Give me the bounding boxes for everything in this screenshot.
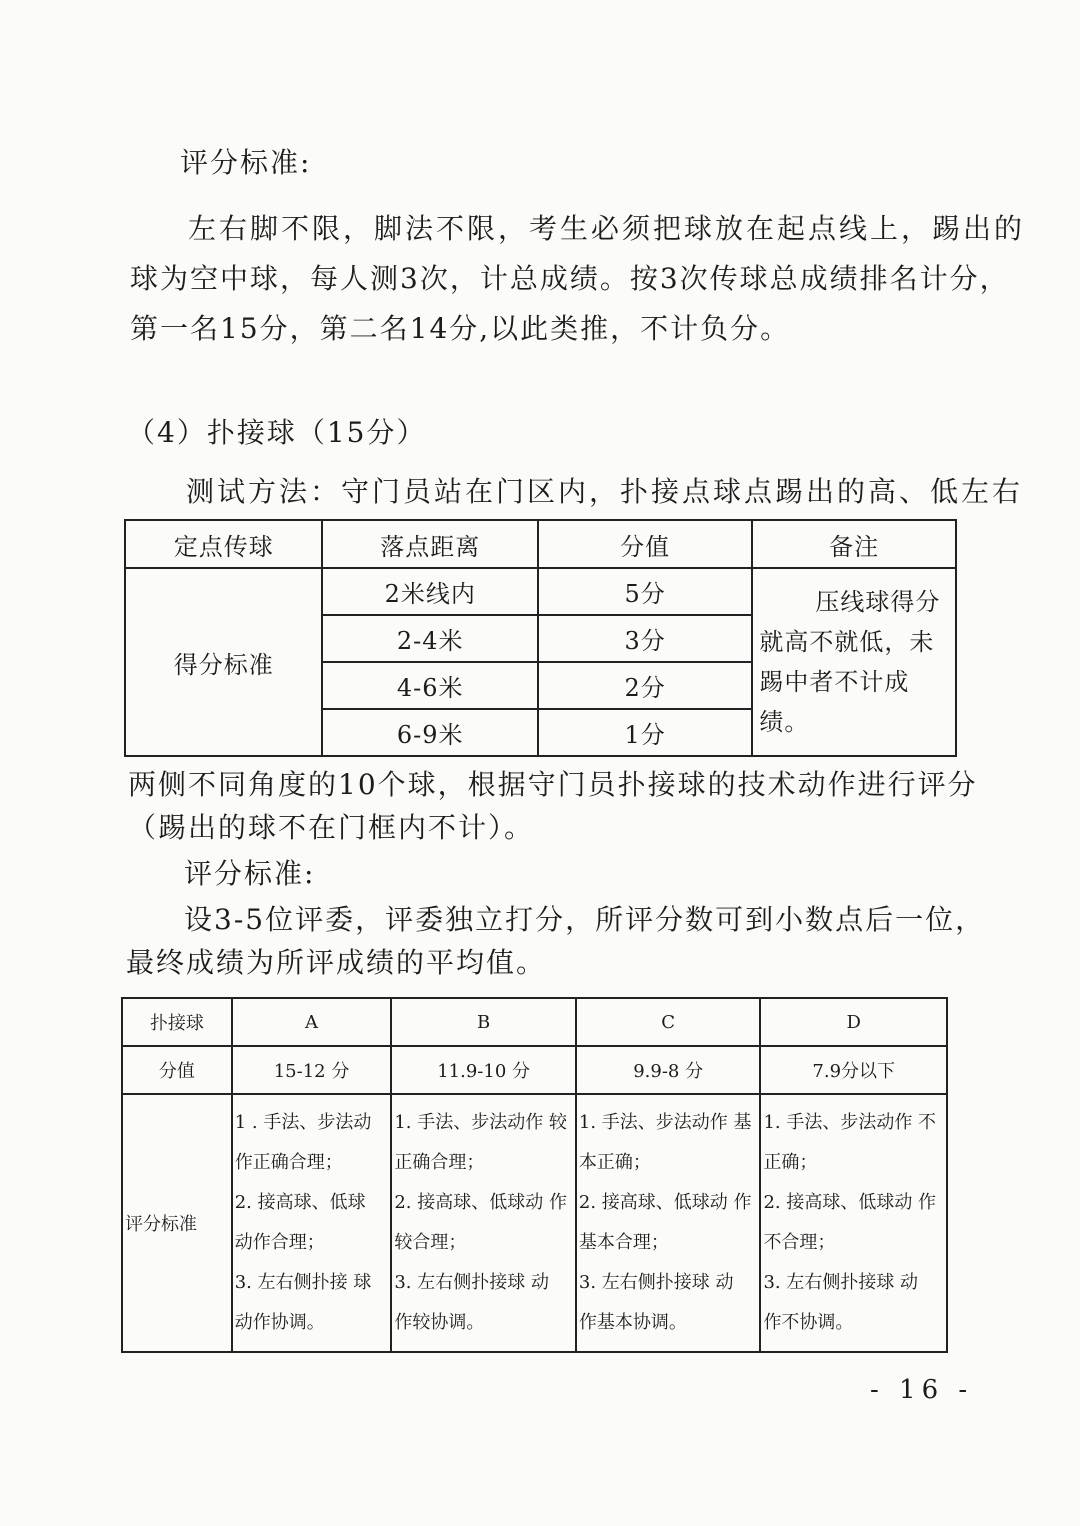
note-line: 压线球得分	[815, 588, 941, 616]
table-cell: 5分	[538, 568, 752, 615]
criteria-line: 动作协调。	[234, 1312, 325, 1333]
criteria-line: 较合理；	[394, 1232, 467, 1253]
scoring-heading-2: 评分标准:	[184, 857, 316, 890]
criteria-line: 1. 手法、步法动作 不	[763, 1112, 937, 1133]
grade-header: B	[391, 998, 576, 1046]
score-cell: 11.9-10 分	[391, 1046, 576, 1094]
table-cell: 2分	[538, 662, 752, 709]
note-cell	[752, 568, 956, 756]
table-cell: 2米线内	[322, 568, 537, 615]
criteria-line: 1 . 手法、步法动	[234, 1112, 372, 1133]
table-header: 定点传球	[125, 520, 322, 568]
save-grading-table	[121, 997, 948, 1353]
criteria-line: 2. 接高球、低球	[234, 1192, 366, 1213]
note-line: 踢中者不计成	[759, 668, 910, 696]
criteria-line: 正确；	[763, 1152, 818, 1173]
criteria-line: 2. 接高球、低球动 作	[394, 1192, 567, 1213]
detail-line: 最终成绩为所评成绩的平均值。	[126, 946, 547, 979]
criteria-line: 作较协调。	[394, 1312, 485, 1333]
row-label: 得分标准	[125, 568, 322, 756]
table-header: 落点距离	[322, 520, 537, 568]
section-title: （4）扑接球（15分）	[127, 416, 427, 449]
criteria-line: 1. 手法、步法动作 基	[578, 1112, 752, 1133]
note-line: 就高不就低，未	[759, 628, 935, 656]
criteria-cell-a	[232, 1094, 392, 1352]
grade-header: D	[760, 998, 947, 1046]
score-cell: 7.9分以下	[760, 1046, 947, 1094]
page-number: - 16 -	[870, 1375, 974, 1405]
criteria-line: 1. 手法、步法动作 较	[394, 1112, 567, 1133]
table-cell: 3分	[538, 615, 752, 662]
row-label: 分值	[122, 1046, 232, 1094]
criteria-cell-d	[760, 1094, 947, 1352]
paragraph-line: （踢出的球不在门框内不计）。	[128, 811, 535, 844]
criteria-cell-b	[391, 1094, 576, 1352]
paragraph-line: 两侧不同角度的10个球，根据守门员扑接球的技术动作进行评分	[128, 768, 978, 801]
distance-score-table	[124, 519, 957, 757]
criteria-line: 作不协调。	[763, 1312, 854, 1333]
criteria-line: 3. 左右侧扑接球 动	[394, 1272, 549, 1293]
table-header: 分值	[538, 520, 752, 568]
row-label: 评分标准	[122, 1094, 232, 1352]
criteria-line: 不合理；	[763, 1232, 836, 1253]
criteria-line: 2. 接高球、低球动 作	[578, 1192, 752, 1213]
detail-line: 设3-5位评委，评委独立打分，所评分数可到小数点后一位，	[184, 903, 986, 936]
score-cell: 9.9-8 分	[576, 1046, 761, 1094]
criteria-line: 3. 左右侧扑接球 动	[578, 1272, 734, 1293]
table-cell: 4-6米	[322, 662, 537, 709]
criteria-line: 作基本协调。	[578, 1312, 687, 1333]
method-line: 测试方法：守门员站在门区内，扑接点球点踢出的高、低左右	[186, 475, 1024, 508]
paragraph-line: 球为空中球，每人测3次，计总成绩。按3次传球总成绩排名计分，	[130, 262, 1010, 295]
criteria-line: 动作合理；	[234, 1232, 325, 1253]
paragraph-line: 第一名15分，第二名14分,以此类推，不计负分。	[130, 312, 791, 345]
criteria-line: 作正确合理；	[234, 1152, 343, 1173]
paragraph-line: 左右脚不限，脚法不限，考生必须把球放在起点线上，踢出的	[188, 212, 1026, 245]
criteria-line: 正确合理；	[394, 1152, 485, 1173]
score-cell: 15-12 分	[232, 1046, 392, 1094]
criteria-line: 本正确；	[578, 1152, 651, 1173]
criteria-cell-c	[576, 1094, 761, 1352]
table-cell: 6-9米	[322, 709, 537, 756]
table-header: 扑接球	[122, 998, 232, 1046]
criteria-line: 3. 左右侧扑接球 动	[763, 1272, 919, 1293]
criteria-line: 2. 接高球、低球动 作	[763, 1192, 937, 1213]
grade-header: A	[232, 998, 392, 1046]
table-cell: 2-4米	[322, 615, 537, 662]
note-line: 绩。	[759, 708, 810, 736]
table-cell: 1分	[538, 709, 752, 756]
grade-header: C	[576, 998, 761, 1046]
criteria-line: 3. 左右侧扑接 球	[234, 1272, 372, 1293]
table-header: 备注	[752, 520, 956, 568]
scoring-heading-1: 评分标准:	[180, 146, 312, 179]
criteria-line: 基本合理；	[578, 1232, 669, 1253]
